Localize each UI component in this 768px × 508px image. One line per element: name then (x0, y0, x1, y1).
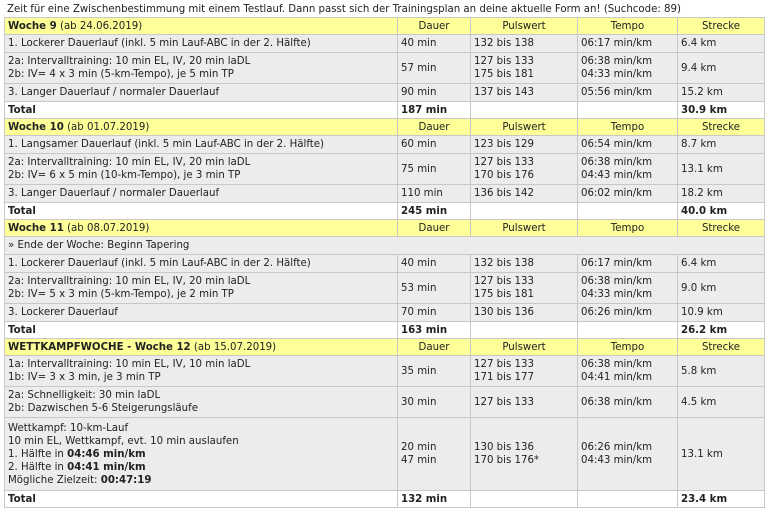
session-pulse-line: 175 bis 181 (474, 69, 534, 80)
total-distance-value: 40.0 km (681, 205, 728, 217)
session-description-line: 1. Lockerer Dauerlauf (inkl. 5 min Lauf-ABC in der 2. Hälfte) (8, 258, 311, 269)
session-pace (578, 35, 678, 53)
week-date: (ab 24.06.2019) (59, 20, 143, 32)
column-header-pace (578, 220, 678, 237)
total-label-text: Total (8, 104, 36, 116)
column-header-label: Dauer (418, 121, 450, 133)
total-label-text: Total (8, 493, 36, 505)
session-pulse (471, 53, 578, 84)
session-description (5, 356, 398, 387)
race-duration (398, 418, 471, 491)
session-pace (578, 304, 678, 322)
session-pulse (471, 356, 578, 387)
session-distance-value: 9.0 km (681, 282, 717, 294)
column-header-label: Pulswert (502, 20, 546, 32)
column-header-pace (578, 119, 678, 136)
column-header-pace (578, 339, 678, 356)
race-pulse-line: 170 bis 176* (474, 455, 540, 466)
week-header (5, 119, 765, 136)
total-distance-value: 23.4 km (681, 493, 728, 505)
session-duration (398, 84, 471, 102)
session-distance (678, 84, 765, 102)
race-distance-value: 13.1 km (681, 448, 723, 460)
total-duration-value: 163 min (401, 324, 448, 336)
session-row (5, 273, 765, 304)
total-duration-value: 245 min (401, 205, 448, 217)
column-header-pulse (471, 339, 578, 356)
session-pulse-line: 132 bis 138 (474, 258, 534, 269)
session-row (5, 185, 765, 203)
session-distance (678, 154, 765, 185)
column-header-label: Dauer (418, 20, 450, 32)
total-pace-empty (578, 322, 678, 339)
race-goal-label: Mögliche Zielzeit: (8, 474, 98, 486)
session-distance-value: 5.8 km (681, 365, 717, 377)
column-header-duration (398, 220, 471, 237)
column-header-label: Pulswert (502, 341, 546, 353)
session-duration (398, 185, 471, 203)
session-pulse (471, 84, 578, 102)
session-duration-line: 57 min (401, 62, 437, 74)
session-description-line: 2b: IV= 4 x 3 min (5-km-Tempo), je 5 min TP (8, 69, 234, 80)
race-half1-value: 04:46 min/km (67, 448, 146, 460)
total-pulse-empty (471, 102, 578, 119)
race-pace-line: 06:26 min/km (581, 442, 653, 453)
session-row (5, 136, 765, 154)
session-description (5, 304, 398, 322)
session-distance-value: 9.4 km (681, 62, 717, 74)
session-pace (578, 185, 678, 203)
race-pace (578, 418, 678, 491)
total-distance (678, 322, 765, 339)
race-duration-line: 47 min (401, 455, 437, 466)
column-header-label: Dauer (418, 222, 450, 234)
column-header-label: Tempo (610, 222, 645, 234)
column-header-label: Tempo (610, 121, 645, 133)
session-description-line: 3. Lockerer Dauerlauf (8, 307, 118, 318)
session-pulse (471, 304, 578, 322)
week-name: Woche 10 (8, 121, 64, 133)
session-pace (578, 154, 678, 185)
session-duration (398, 136, 471, 154)
week-date: (ab 01.07.2019) (67, 121, 150, 133)
total-duration (398, 491, 471, 508)
session-description (5, 53, 398, 84)
session-description-line: 3. Langer Dauerlauf / normaler Dauerlauf (8, 188, 220, 199)
session-pulse-line: 123 bis 129 (474, 139, 534, 150)
column-header-label: Strecke (701, 121, 741, 133)
session-description-line: 2a: Schnelligkeit: 30 min laDL (8, 390, 161, 401)
total-label (5, 322, 398, 339)
week-header (5, 18, 765, 35)
total-duration (398, 203, 471, 220)
session-row (5, 255, 765, 273)
session-pace-line: 04:43 min/km (581, 170, 653, 181)
session-pace-line: 06:38 min/km (581, 396, 653, 408)
session-distance (678, 304, 765, 322)
race-pace-line: 04:43 min/km (581, 455, 653, 466)
session-description-line: 1. Lockerer Dauerlauf (inkl. 5 min Lauf-ABC in der 2. Hälfte) (8, 38, 311, 49)
session-distance-value: 8.7 km (681, 139, 717, 150)
session-duration (398, 304, 471, 322)
total-pace-empty (578, 203, 678, 220)
plan-table (4, 17, 765, 508)
session-description-line: 2a: Intervalltraining: 10 min EL, IV, 20 min laDL (8, 157, 251, 168)
session-distance (678, 387, 765, 418)
week-title (5, 18, 398, 35)
race-goal-value: 00:47:19 (100, 474, 152, 486)
session-row (5, 53, 765, 84)
session-duration-line: 53 min (401, 282, 437, 294)
session-pace-line: 06:17 min/km (581, 258, 653, 269)
week-note (5, 237, 765, 255)
session-row (5, 84, 765, 102)
session-duration (398, 273, 471, 304)
session-distance (678, 356, 765, 387)
session-duration (398, 35, 471, 53)
session-pulse-line: 127 bis 133 (474, 359, 534, 370)
session-distance (678, 255, 765, 273)
session-distance (678, 185, 765, 203)
week-note-text: » Ende der Woche: Beginn Tapering (8, 240, 190, 251)
week-title (5, 339, 398, 356)
session-description (5, 136, 398, 154)
session-distance (678, 35, 765, 53)
week-note-row (5, 237, 765, 255)
race-half2-label: 2. Hälfte in (8, 461, 64, 473)
column-header-duration (398, 119, 471, 136)
session-pace (578, 84, 678, 102)
session-pulse (471, 387, 578, 418)
session-pace (578, 273, 678, 304)
race-pulse-line: 130 bis 136 (474, 442, 534, 453)
session-duration (398, 356, 471, 387)
session-pace (578, 53, 678, 84)
session-row (5, 35, 765, 53)
session-description-line: 2b: IV= 6 x 5 min (10-km-Tempo), je 3 min TP (8, 170, 241, 181)
column-header-pulse (471, 220, 578, 237)
week-title (5, 220, 398, 237)
session-distance-value: 13.1 km (681, 163, 723, 175)
session-pulse (471, 273, 578, 304)
session-distance-value: 18.2 km (681, 188, 723, 199)
session-duration-line: 75 min (401, 163, 437, 175)
session-pace-line: 04:33 min/km (581, 69, 653, 80)
week-header (5, 339, 765, 356)
session-description (5, 185, 398, 203)
session-pulse-line: 136 bis 142 (474, 188, 534, 199)
session-pulse (471, 35, 578, 53)
session-pulse (471, 136, 578, 154)
session-description (5, 255, 398, 273)
column-header-label: Pulswert (502, 222, 546, 234)
total-duration-value: 187 min (401, 104, 448, 116)
session-pulse (471, 185, 578, 203)
session-pace-line: 04:33 min/km (581, 289, 653, 300)
session-row (5, 356, 765, 387)
session-pace-line: 06:17 min/km (581, 38, 653, 49)
session-pace (578, 356, 678, 387)
race-pulse (471, 418, 578, 491)
session-pace-line: 06:38 min/km (581, 157, 653, 168)
week-total-row (5, 322, 765, 339)
session-duration-line: 35 min (401, 365, 437, 377)
session-duration-line: 30 min (401, 396, 437, 408)
session-duration (398, 154, 471, 185)
session-row (5, 154, 765, 185)
session-pulse (471, 255, 578, 273)
week-date: (ab 08.07.2019) (67, 222, 150, 234)
session-description-line: 2a: Intervalltraining: 10 min EL, IV, 20 min laDL (8, 56, 251, 67)
race-line: 10 min EL, Wettkampf, evt. 10 min auslaufen (8, 435, 239, 447)
week-total-row (5, 203, 765, 220)
session-distance-value: 6.4 km (681, 258, 717, 269)
session-pace (578, 136, 678, 154)
week-date: (ab 15.07.2019) (193, 341, 277, 353)
total-distance (678, 203, 765, 220)
session-pulse-line: 127 bis 133 (474, 157, 534, 168)
column-header-distance (678, 18, 765, 35)
session-pace-line: 06:38 min/km (581, 56, 653, 67)
total-label-text: Total (8, 205, 36, 217)
session-pace-line: 06:26 min/km (581, 307, 653, 318)
total-label-text: Total (8, 324, 36, 336)
session-row (5, 304, 765, 322)
session-pace-line: 06:02 min/km (581, 188, 653, 199)
session-pulse-line: 127 bis 133 (474, 396, 534, 408)
week-total-row (5, 102, 765, 119)
session-pulse-line: 175 bis 181 (474, 289, 534, 300)
session-description (5, 35, 398, 53)
session-pulse-line: 127 bis 133 (474, 56, 534, 67)
column-header-label: Strecke (701, 20, 741, 32)
session-distance-value: 6.4 km (681, 38, 717, 49)
session-pace-line: 05:56 min/km (581, 87, 653, 98)
session-description-line: 1a: Intervalltraining: 10 min EL, IV, 10 min laDL (8, 359, 251, 370)
week-name: Woche 11 (8, 222, 64, 234)
total-distance-value: 26.2 km (681, 324, 728, 336)
session-pulse-line: 130 bis 136 (474, 307, 534, 318)
session-pulse-line: 137 bis 143 (474, 87, 534, 98)
session-duration-line: 40 min (401, 38, 437, 49)
session-pulse-line: 170 bis 176 (474, 170, 534, 181)
session-description (5, 84, 398, 102)
session-duration (398, 387, 471, 418)
session-description-line: 3. Langer Dauerlauf / normaler Dauerlauf (8, 87, 220, 98)
column-header-distance (678, 339, 765, 356)
race-duration-line: 20 min (401, 442, 437, 453)
session-description-line: 1b: IV= 3 x 3 min, je 3 min TP (8, 372, 161, 383)
total-duration-value: 132 min (401, 493, 448, 505)
session-duration-line: 70 min (401, 307, 437, 318)
column-header-label: Pulswert (502, 121, 546, 133)
column-header-distance (678, 220, 765, 237)
session-description (5, 387, 398, 418)
week-header (5, 220, 765, 237)
column-header-label: Tempo (610, 341, 645, 353)
session-duration-line: 110 min (401, 188, 443, 199)
session-pace (578, 387, 678, 418)
total-label (5, 203, 398, 220)
week-title (5, 119, 398, 136)
column-header-label: Tempo (610, 20, 645, 32)
total-pulse-empty (471, 322, 578, 339)
week-total-row (5, 491, 765, 508)
session-description-line: 2a: Intervalltraining: 10 min EL, IV, 20 min laDL (8, 276, 251, 287)
session-pace-line: 04:41 min/km (581, 372, 653, 383)
session-duration (398, 255, 471, 273)
session-pace-line: 06:54 min/km (581, 139, 653, 150)
column-header-label: Strecke (701, 341, 741, 353)
session-description-line: 2b: Dazwischen 5-6 Steigerungsläufe (8, 403, 198, 414)
race-half2-value: 04:41 min/km (67, 461, 146, 473)
total-pulse-empty (471, 203, 578, 220)
session-duration-line: 40 min (401, 258, 437, 269)
session-distance-value: 4.5 km (681, 396, 717, 408)
total-pulse-empty (471, 491, 578, 508)
column-header-distance (678, 119, 765, 136)
session-pace (578, 255, 678, 273)
session-distance-value: 10.9 km (681, 307, 723, 318)
column-header-duration (398, 18, 471, 35)
total-label (5, 491, 398, 508)
race-line: Wettkampf: 10-km-Lauf (8, 422, 129, 434)
session-row (5, 387, 765, 418)
total-pace-empty (578, 102, 678, 119)
session-pulse-line: 171 bis 177 (474, 372, 534, 383)
session-duration (398, 53, 471, 84)
session-distance (678, 136, 765, 154)
intro-text: Zeit für eine Zwischenbestimmung mit einem Testlauf. Dann passt sich der Trainingsplan an deine aktuelle Form an! (Suchcode: 89) (7, 4, 681, 15)
race-distance (678, 418, 765, 491)
column-header-label: Strecke (701, 222, 741, 234)
session-duration-line: 60 min (401, 139, 437, 150)
week-name: WETTKAMPFWOCHE - Woche 12 (8, 341, 191, 353)
total-label (5, 102, 398, 119)
session-description (5, 154, 398, 185)
session-pulse-line: 127 bis 133 (474, 276, 534, 287)
column-header-label: Dauer (418, 341, 450, 353)
week-name: Woche 9 (8, 20, 57, 32)
total-duration (398, 322, 471, 339)
session-pace-line: 06:38 min/km (581, 276, 653, 287)
total-duration (398, 102, 471, 119)
session-distance-value: 15.2 km (681, 87, 723, 98)
column-header-duration (398, 339, 471, 356)
column-header-pace (578, 18, 678, 35)
race-half1-label: 1. Hälfte in (8, 448, 64, 460)
total-distance (678, 102, 765, 119)
session-description (5, 273, 398, 304)
session-description-line: 1. Langsamer Dauerlauf (inkl. 5 min Lauf-ABC in der 2. Hälfte) (8, 139, 324, 150)
session-duration-line: 90 min (401, 87, 437, 98)
session-distance (678, 273, 765, 304)
race-description (5, 418, 398, 491)
session-description-line: 2b: IV= 5 x 3 min (5-km-Tempo), je 2 min TP (8, 289, 234, 300)
total-distance-value: 30.9 km (681, 104, 728, 116)
session-pulse (471, 154, 578, 185)
total-pace-empty (578, 491, 678, 508)
session-distance (678, 53, 765, 84)
column-header-pulse (471, 119, 578, 136)
total-distance (678, 491, 765, 508)
session-pace-line: 06:38 min/km (581, 359, 653, 370)
column-header-pulse (471, 18, 578, 35)
session-pulse-line: 132 bis 138 (474, 38, 534, 49)
race-row (5, 418, 765, 491)
